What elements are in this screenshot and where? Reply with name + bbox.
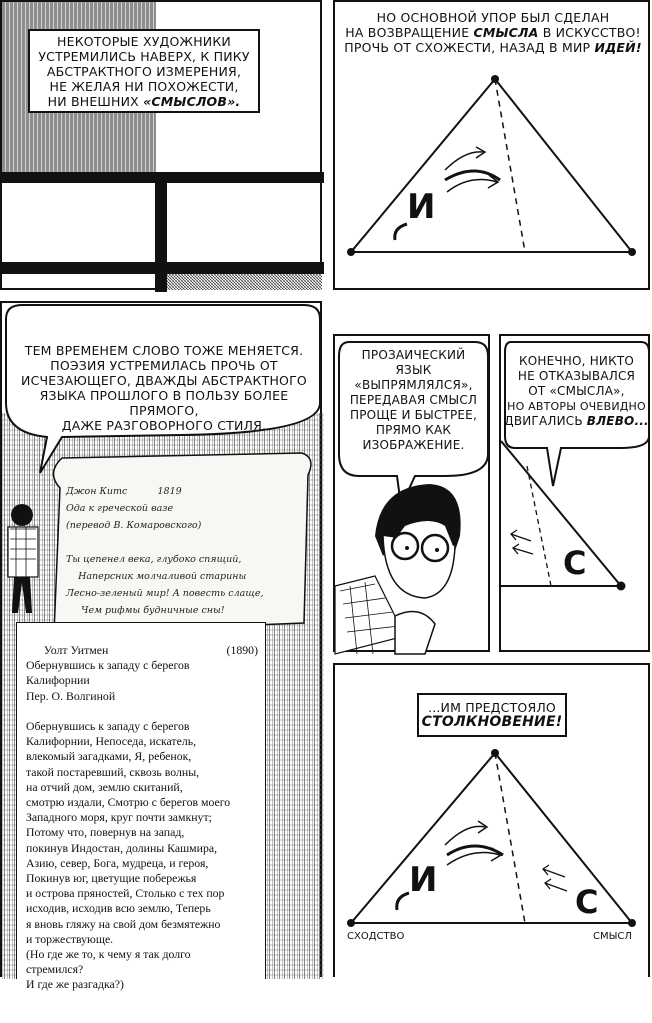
label-resemblance: СХОДСТВО <box>347 931 405 942</box>
whitman-line: стремился? <box>26 962 84 977</box>
panel-poetry <box>0 301 322 992</box>
panel-prose-character <box>333 334 490 652</box>
bubble-line: ПРОЗАИЧЕСКИЙ <box>361 348 466 362</box>
bubble-emphasis: ВЛЕВО... <box>586 414 649 428</box>
bubble-line: ОТ «СМЫСЛА», <box>528 384 625 398</box>
whitman-line: Покинув юг, цветущие побережья <box>26 871 197 886</box>
whitman-line: (Но где же то, к чему я так долго <box>26 947 191 962</box>
panel-abstract-grid <box>0 0 322 290</box>
whitman-line <box>26 704 230 719</box>
caption-line: НЕ ЖЕЛАЯ НИ ПОХОЖЕСТИ, <box>49 79 239 94</box>
whitman-year: (1890) <box>226 643 258 658</box>
panel-meaning-triangle <box>333 0 650 290</box>
bubble-line: ПЕРЕДАВАЯ СМЫСЛ <box>349 393 478 407</box>
caption-line: УСТРЕМИЛИСЬ НАВЕРХ, К ПИКУ <box>38 49 250 64</box>
letter-s-marker: С <box>575 883 599 921</box>
whitman-author: Уолт Уитмен <box>43 643 109 658</box>
caption-line: АБСТРАКТНОГО ИЗМЕРЕНИЯ, <box>46 64 242 79</box>
glasses-icon <box>392 533 418 559</box>
keats-line <box>66 534 264 551</box>
bubble-nobody-refused <box>503 354 650 429</box>
keats-line: Чем рифмы будничные сны! <box>66 605 225 616</box>
bubble-line: ДВИГАЛИСЬ <box>504 414 583 428</box>
bubble-line: ИЗОБРАЖЕНИЕ. <box>362 438 465 452</box>
caption-line: ПОЭЗИЯ УСТРЕМИЛАСЬ ПРОЧЬ ОТ <box>50 358 278 373</box>
caption-emphasis: СТОЛКНОВЕНИЕ! <box>421 714 563 730</box>
narration-line: ПРОЧЬ ОТ СХОЖЕСТИ, НАЗАД В МИР <box>344 40 591 55</box>
narration-line: НА ВОЗВРАЩЕНИЕ <box>345 25 470 40</box>
caption-emphasis: «СМЫСЛОВ». <box>143 94 241 109</box>
narration-line: НО ОСНОВНОЙ УПОР БЫЛ СДЕЛАН <box>376 10 610 25</box>
narration-emphasis: СМЫСЛА <box>473 25 539 40</box>
bubble-line: ПРЯМО КАК <box>375 423 452 437</box>
caption-line: ЯЗЫКА ПРОШЛОГО В ПОЛЬЗУ БОЛЕЕ ПРЯМОГО, <box>39 388 289 418</box>
caption-line: ...ИМ ПРЕДСТОЯЛО <box>428 700 556 715</box>
whitman-poem-box <box>16 622 266 992</box>
caption-line: ДАЖЕ РАЗГОВОРНОГО СТИЛЯ. <box>61 418 267 433</box>
whitman-line: И где же разгадка?) <box>26 977 124 992</box>
whitman-line: Потому что, повернув на запад, <box>26 825 185 840</box>
bubble-line: ЯЗЫК <box>395 363 432 377</box>
keats-line: (перевод В. Комаровского) <box>66 520 202 531</box>
poet-figure-head <box>11 504 33 526</box>
whitman-line: на отчий дом, землю скитаний, <box>26 779 183 794</box>
keats-line: Лесно-зеленый мир! А повесть слаще, <box>66 588 264 599</box>
triangle-diagram <box>335 2 652 292</box>
caption-line: ИСЧЕЗАЮЩЕГО, ДВАЖДЫ АБСТРАКТНОГО <box>21 373 307 388</box>
bubble-line: ПРОЩЕ И БЫСТРЕЕ, <box>350 408 477 422</box>
letter-i-marker: И <box>409 860 438 900</box>
panel-collision <box>333 663 650 977</box>
whitman-line: такой постаревший, сквозь волны, <box>26 764 200 779</box>
bubble-line: «ВЫПРЯМЛЯЛСЯ», <box>354 378 473 392</box>
whitman-line: Пер. О. Волгиной <box>26 688 116 703</box>
keats-line: Наперсник молчаливой старины <box>66 571 247 582</box>
narration-line: В ИСКУССТВО! <box>542 25 641 40</box>
caption-line: НЕКОТОРЫЕ ХУДОЖНИКИ <box>57 34 231 49</box>
whitman-line: влекомый загадками, Я, ребенок, <box>26 749 192 764</box>
whitman-line: Азию, север, Бога, мудреца, и героя, <box>26 855 209 870</box>
keats-line: Джон Китс 1819 <box>66 486 182 497</box>
panel-moving-left <box>499 334 650 652</box>
keats-line: Ода к греческой вазе <box>66 503 174 514</box>
narration-emphasis: ИДЕЙ! <box>594 40 642 55</box>
whitman-line: я вновь гляжу на свой дом безмятежно <box>26 916 221 931</box>
label-meaning: СМЫСЛ <box>593 931 632 942</box>
bubble-line: КОНЕЧНО, НИКТО <box>519 354 634 368</box>
whitman-line: исходив, исходив всю землю, Теперь <box>26 901 211 916</box>
whitman-line: Калифорнии <box>26 673 90 688</box>
keats-line: Ты цепенел века, глубоко спящий, <box>66 554 242 565</box>
bubble-line: НЕ ОТКАЗЫВАЛСЯ <box>517 369 636 383</box>
caption-line: ТЕМ ВРЕМЕНЕМ СЛОВО ТОЖЕ МЕНЯЕТСЯ. <box>24 343 304 358</box>
whitman-line: Западного моря, круг почти замкнут; <box>26 810 212 825</box>
letter-s-marker: С <box>563 544 587 582</box>
whitman-line: и торжествующе. <box>26 931 114 946</box>
whitman-line: Обернувшись к западу с берегов <box>26 658 190 673</box>
whitman-line: покинув Индостан, долины Кашмира, <box>26 840 218 855</box>
letter-i-marker: И <box>407 187 436 227</box>
whitman-text <box>26 643 230 1023</box>
bubble-line: НО АВТОРЫ ОЧЕВИДНО <box>507 400 646 413</box>
caption-word-changing <box>16 343 312 433</box>
whitman-line: Обернувшись к западу с берегов <box>26 719 190 734</box>
whitman-line: и острова пряностей, Столько с тех пор <box>26 886 225 901</box>
whitman-line: Калифорнии, Непоседа, искатель, <box>26 734 197 749</box>
bubble-prose <box>339 348 488 453</box>
caption-abstract-artists <box>28 29 260 113</box>
caption-line: НИ ВНЕШНИХ <box>47 94 139 109</box>
whitman-line: смотрю издали, Смотрю с берегов моего <box>26 795 231 810</box>
